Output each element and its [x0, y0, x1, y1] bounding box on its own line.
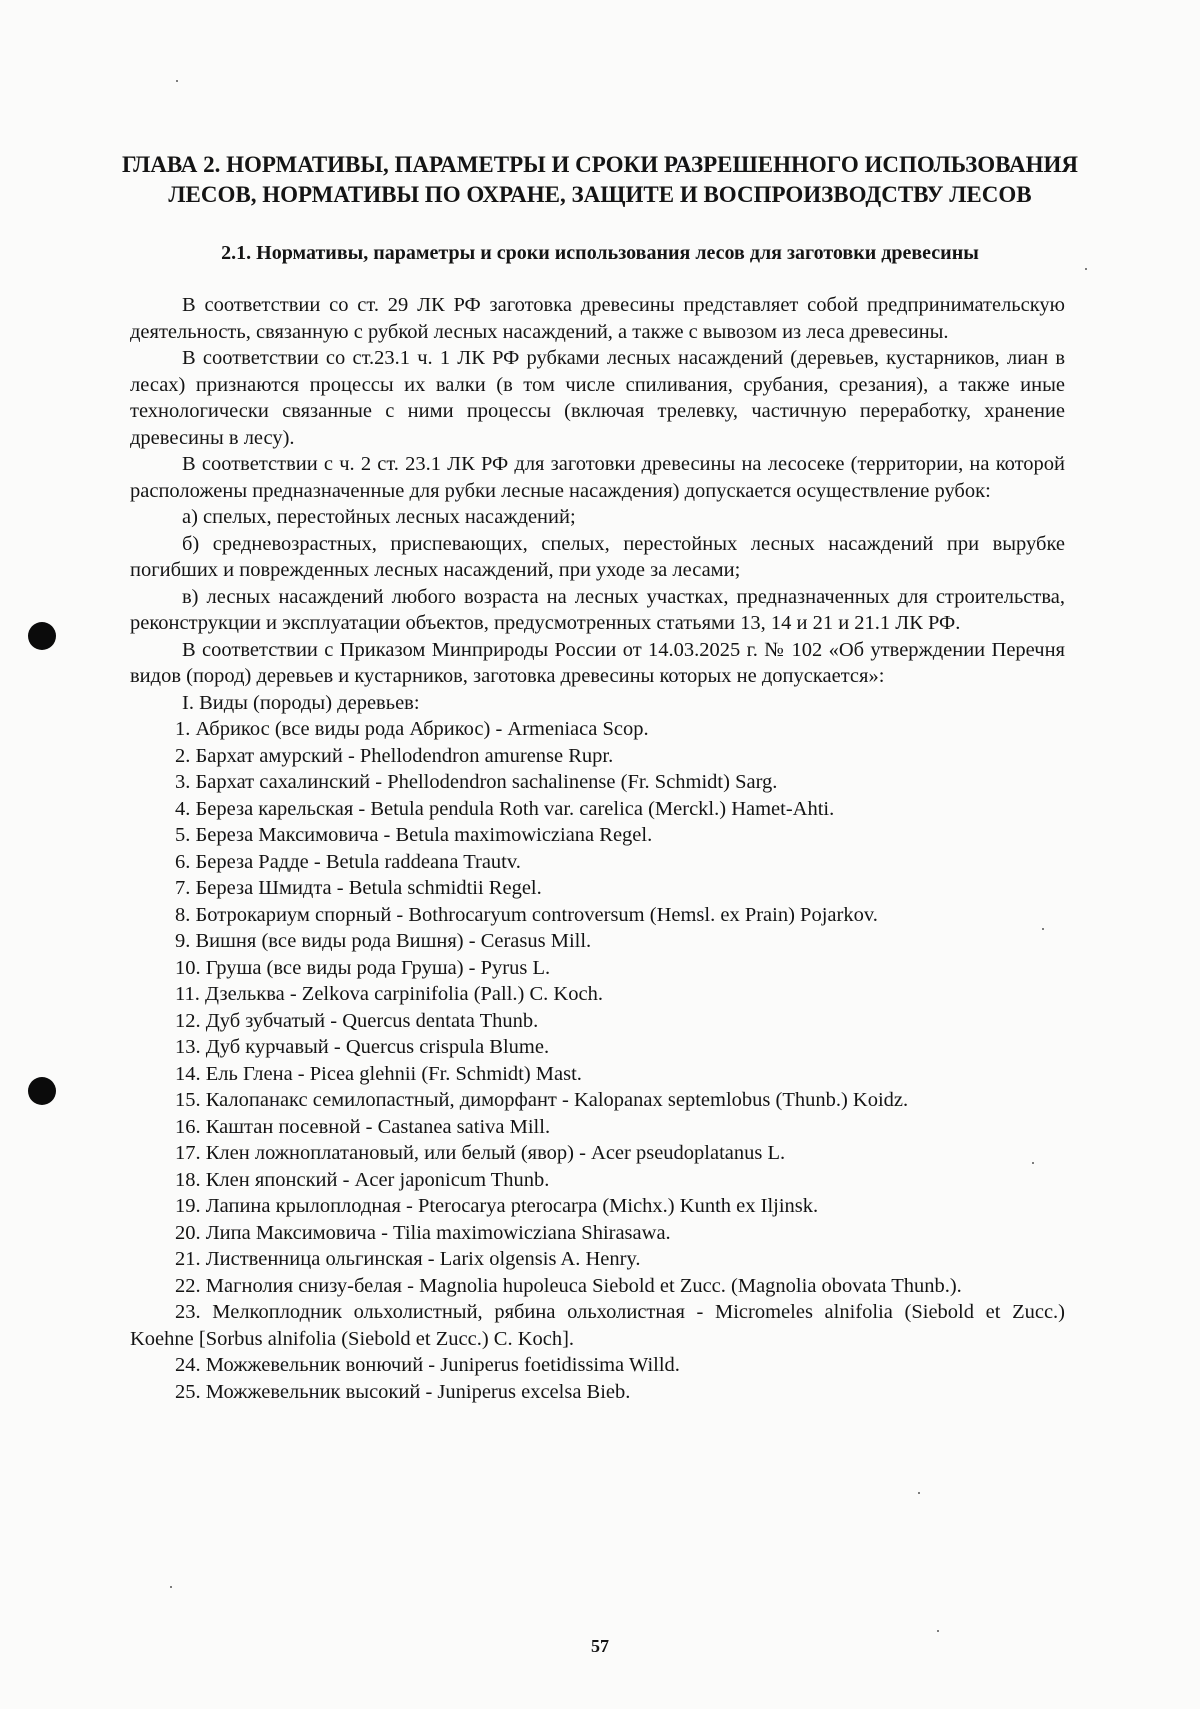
list-item: 9. Вишня (все виды рода Вишня) - Cerasus Mill. — [175, 930, 592, 952]
punch-hole-mark — [28, 1077, 56, 1105]
list-item: 14. Ель Глена - Picea glehnii (Fr. Schmidt) Mast. — [175, 1062, 582, 1085]
list-item: 25. Можжевельник высокий - Juniperus excelsa Bieb. — [175, 1380, 631, 1403]
paragraph: В соответствии со ст.23.1 ч. 1 ЛК РФ рубками лесных насаждений (деревьев, кустарников, лиан в лесах) признаются процессы их валки (в том числе спиливания, срубания, срезания), а также иные технологически связанные с ними процессы (включая трелевку, частичную переработку, хранение древесины в лесу). — [130, 347, 1065, 449]
list-item: 23. Мелкоплодник ольхолистный, рябина ольхолистная - Micromeles alnifolia (Siebold et Zucc.) Koehne [Sorbus alnifolia (Siebold et Zucc.) C. Koch]. — [130, 1301, 1065, 1350]
list-item: 22. Магнолия снизу-белая - Magnolia hupoleuca Siebold et Zucc. (Magnolia obovata Thunb.). — [175, 1274, 962, 1297]
list-item: 21. Лиственница ольгинская - Larix olgensis A. Henry. — [175, 1248, 641, 1270]
list-item: 20. Липа Максимовича - Tilia maximowicziana Shirasawa. — [175, 1221, 671, 1244]
paragraph: В соответствии с ч. 2 ст. 23.1 ЛК РФ для заготовки древесины на лесосеке (территории, на которой расположены предназначенные для рубки лесные насаждения) допускается осуществление рубок: — [130, 453, 1065, 502]
list-item: 10. Груша (все виды рода Груша) - Pyrus L. — [175, 956, 551, 979]
species-list — [130, 716, 1065, 1405]
chapter-heading-line-1: ГЛАВА 2. НОРМАТИВЫ, ПАРАМЕТРЫ И СРОКИ РАЗРЕШЕННОГО ИСПОЛЬЗОВАНИЯ — [121, 152, 1079, 177]
scan-speck — [1042, 928, 1044, 930]
scan-speck — [170, 1586, 172, 1588]
list-item: 7. Береза Шмидта - Betula schmidtii Regel. — [175, 877, 542, 899]
scan-speck — [1085, 268, 1087, 270]
page-number: 57 — [591, 1636, 609, 1656]
scan-speck — [176, 80, 178, 82]
list-item-c: в) лесных насаждений любого возраста на лесных участках, предназначенных для строительства, реконструкции и эксплуатации объектов, предусмотренных статьями 13, 14 и 21 и 21.1 ЛК РФ. — [130, 585, 1065, 634]
list-item: 15. Калопанакс семилопастный, диморфант - Kalopanax septemlobus (Thunb.) Koidz. — [175, 1089, 909, 1111]
list-item: 6. Береза Радде - Betula raddeana Trautv. — [175, 850, 521, 873]
list-item: 8. Ботрокариум спорный - Bothrocaryum controversum (Hemsl. ex Prain) Pojarkov. — [175, 903, 878, 926]
paragraph: В соответствии с Приказом Минприроды России от 14.03.2025 г. № 102 «Об утверждении Перечня видов (пород) деревьев и кустарников, заготовка древесины которых не допускается»: — [130, 638, 1065, 687]
list-item: 13. Дуб курчавый - Quercus crispula Blume. — [175, 1036, 550, 1058]
list-item: 24. Можжевельник вонючий - Juniperus foetidissima Willd. — [175, 1354, 680, 1376]
list-item: 5. Береза Максимовича - Betula maximowicziana Regel. — [175, 824, 653, 846]
list-item: 18. Клен японский - Acer japonicum Thunb. — [175, 1168, 550, 1191]
chapter-heading — [120, 150, 1080, 210]
list-item: 4. Береза карельская - Betula pendula Roth var. carelica (Merckl.) Hamet-Ahti. — [175, 797, 835, 820]
scan-speck — [918, 1492, 920, 1494]
document-body — [130, 292, 1065, 1405]
list-item: 19. Лапина крылоплодная - Pterocarya pterocarpa (Michx.) Kunth ex Iljinsk. — [175, 1195, 819, 1217]
section-heading: 2.1. Нормативы, параметры и сроки использования лесов для заготовки древесины — [221, 242, 979, 264]
chapter-heading-line-2: ЛЕСОВ, НОРМАТИВЫ ПО ОХРАНЕ, ЗАЩИТЕ И ВОСПРОИЗВОДСТВУ ЛЕСОВ — [168, 182, 1032, 207]
list-item: 12. Дуб зубчатый - Quercus dentata Thunb. — [175, 1009, 539, 1032]
scan-speck — [937, 1630, 939, 1632]
punch-hole-mark — [28, 622, 56, 650]
paragraph: В соответствии со ст. 29 ЛК РФ заготовка древесины представляет собой предпринимательскую деятельность, связанную с рубкой лесных насаждений, а также с вывозом из леса древесины. — [130, 294, 1065, 343]
list-item: 16. Каштан посевной - Castanea sativa Mill. — [175, 1115, 551, 1138]
list-item-b: б) средневозрастных, приспевающих, спелых, перестойных лесных насаждений при вырубке погибших и поврежденных лесных насаждений, при уходе за лесами; — [130, 532, 1065, 581]
list-item: 11. Дзельква - Zelkova carpinifolia (Pall.) C. Koch. — [175, 983, 603, 1005]
section-i-label: I. Виды (породы) деревьев: — [182, 691, 420, 714]
list-item: 2. Бархат амурский - Phellodendron amurense Rupr. — [175, 744, 614, 767]
list-item-a: а) спелых, перестойных лесных насаждений; — [182, 506, 576, 528]
list-item: 17. Клен ложноплатановый, или белый (явор) - Acer pseudoplatanus L. — [175, 1142, 786, 1164]
list-item: 1. Абрикос (все виды рода Абрикос) - Armeniaca Scop. — [175, 718, 649, 740]
scan-speck — [1032, 1162, 1034, 1164]
list-item: 3. Бархат сахалинский - Phellodendron sachalinense (Fr. Schmidt) Sarg. — [175, 771, 778, 793]
